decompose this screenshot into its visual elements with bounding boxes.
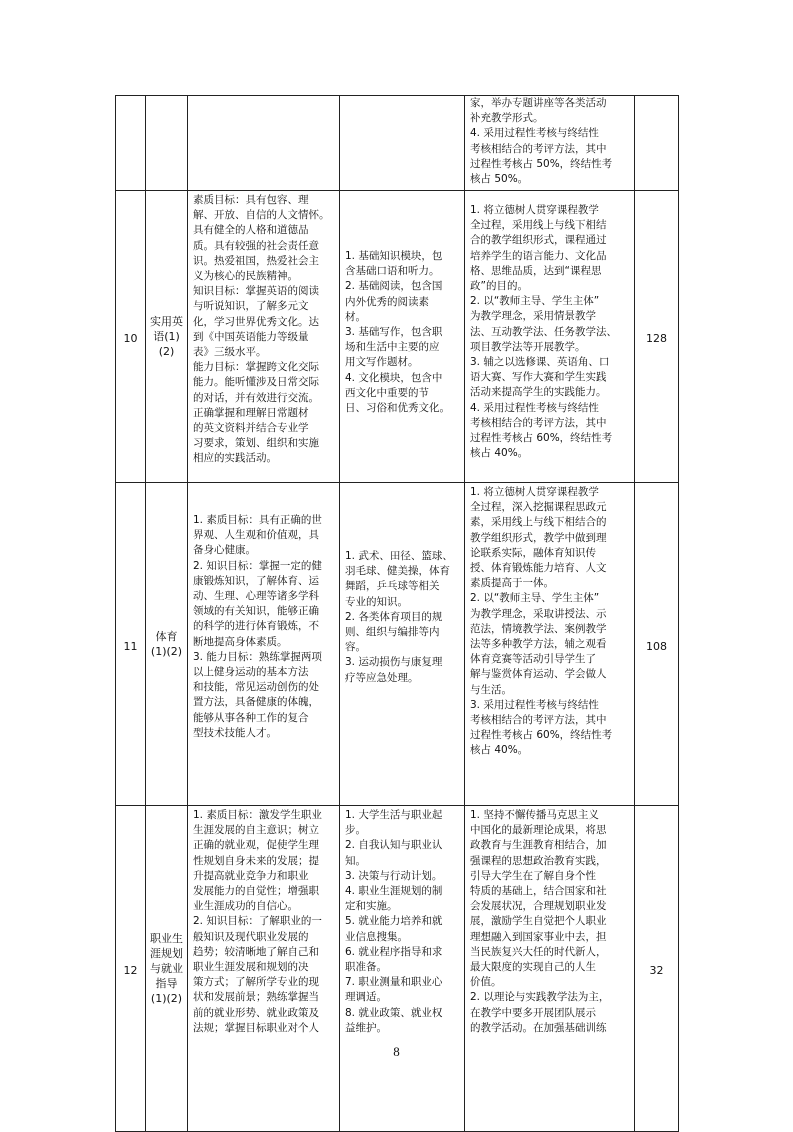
method-line: 语大赛、写作大赛和学生实践 (470, 371, 607, 384)
goal-line: 界观、人生观和价值观，具 (193, 529, 319, 542)
method-line: 理想融入到国家事业中去，担 (470, 930, 607, 943)
method-line: 展，激励学生自觉把个人职业 (470, 915, 607, 928)
content-line: 用文写作题材。 (345, 356, 419, 369)
course-name: 实用英语(1)(2) (150, 315, 183, 358)
course-goals-cell (188, 483, 340, 806)
method-line: 范法，情境教学法、案例教学 (470, 622, 607, 635)
method-line: 3. 辅之以选修课、英语角、口 (470, 356, 610, 369)
goal-line: 正确的就业观，促使学生理 (193, 839, 319, 852)
method-line: 素，采用线上与线下相结合的 (470, 516, 607, 529)
content-line: 材。 (345, 310, 366, 323)
goal-line: 的英文资料并结合专业学 (193, 422, 309, 435)
goal-line: 能力目标：掌握跨文化交际 (193, 361, 319, 374)
method-line: 素质提高于一体。 (470, 577, 554, 590)
table-row (116, 191, 679, 483)
course-content-cell (340, 191, 465, 483)
method-line: 核占 40%。 (470, 447, 529, 460)
goal-line: 相应的实践活动。 (193, 452, 277, 465)
goal-line: 习要求，策划、组织和实施 (193, 437, 319, 450)
content-line: 4. 文化模块，包含中 (345, 371, 443, 384)
method-line: 中国化的最新理论成果，将思 (470, 824, 607, 837)
content-line: 步。 (345, 824, 366, 837)
content-line: 3. 基础写作，包含职 (345, 326, 443, 339)
method-line: 教学组织形式，教学中做到理 (470, 531, 607, 544)
method-line: 在教学中要多开展团队展示 (470, 1006, 596, 1019)
method-line: 法等多种教学方法，辅之观看 (470, 638, 607, 651)
goal-line: 的对话，并有效进行交流。 (193, 391, 319, 404)
teaching-method-cell (465, 806, 635, 1132)
course-goals-cell (188, 96, 340, 191)
goal-line: 到《中国英语能力等级量 (193, 330, 309, 343)
method-line: 全过程，采用线上与线下相结 (470, 219, 607, 232)
goal-line: 化，学习世界优秀文化。达 (193, 315, 319, 328)
content-line: 容。 (345, 641, 366, 654)
goal-line: 前的就业形势、就业政策及 (193, 1006, 319, 1019)
goal-line: 业生涯成功的自信心。 (193, 900, 298, 913)
method-line: 法、互动教学法、任务教学法、 (470, 325, 617, 338)
content-line: 羽毛球、健美操，体育 (345, 565, 450, 578)
goal-line: 能力。能听懂涉及日常交际 (193, 376, 319, 389)
course-goals-cell (188, 806, 340, 1132)
course-number: 11 (123, 639, 138, 653)
goal-line: 发展能力的自觉性；增强职 (193, 885, 319, 898)
goal-line: 领域的有关知识，能够正确 (193, 605, 319, 618)
content-line: 专业的知识。 (345, 595, 408, 608)
method-line: 1. 将立德树人贯穿课程教学 (470, 204, 599, 216)
goal-line: 以上健身运动的基本方法 (193, 666, 309, 679)
course-hours: 32 (649, 964, 664, 977)
content-line: 5. 就业能力培养和就 (345, 915, 443, 928)
method-line: 家，举办专题讲座等各类活动 (470, 97, 607, 109)
goal-line: 1. 素质目标：激发学生职业 (193, 809, 322, 821)
course-content-cell (340, 806, 465, 1132)
content-line: 理调适。 (345, 991, 387, 1004)
method-line: 1. 坚持不懈传播马克思主义 (470, 809, 599, 821)
course-number-cell (116, 806, 146, 1132)
content-line: 内外优秀的阅读素 (345, 295, 429, 308)
method-line: 活动来提高学生的实践能力。 (470, 386, 607, 399)
hours-cell (635, 806, 679, 1132)
content-line: 益维护。 (345, 1021, 387, 1034)
content-line: 业信息搜集。 (345, 930, 408, 943)
method-line: 价值。 (470, 976, 502, 989)
course-hours: 108 (646, 639, 667, 653)
method-line: 3. 采用过程性考核与终结性 (470, 698, 599, 711)
method-line: 强课程的思想政治教育实践， (470, 854, 607, 867)
content-line: 1. 武术、田径、篮球、 (345, 550, 453, 562)
course-name-cell (146, 483, 188, 806)
goal-line: 3. 能力目标：熟练掌握两项 (193, 650, 322, 663)
goal-line: 和技能，常见运动创伤的处 (193, 681, 319, 694)
course-hours: 128 (646, 332, 667, 345)
table-row (116, 483, 679, 806)
course-number-cell (116, 483, 146, 806)
goal-line: 解、开放、自信的人文情怀。 (193, 209, 330, 222)
goal-line: 知识目标：掌握英语的阅读 (193, 285, 319, 298)
content-line: 知。 (345, 854, 366, 867)
course-name: 体育(1)(2) (150, 630, 183, 658)
method-line: 的教学活动。在加强基础训练 (470, 1021, 607, 1034)
content-line: 场和生活中主要的应 (345, 341, 440, 354)
content-line: 3. 决策与行动计划。 (345, 869, 443, 882)
method-line: 2. 以理论与实践教学法为主， (470, 991, 610, 1004)
goal-line: 2. 知识目标：掌握一定的健 (193, 559, 322, 572)
teaching-method-cell (465, 483, 635, 806)
method-line: 格、思维品质，达到“课程思 (470, 264, 602, 277)
method-line: 解与鉴赏体育运动、学会做人 (470, 668, 607, 681)
hours-cell (635, 191, 679, 483)
goal-line: 职业生涯发展和规划的决 (193, 961, 309, 974)
method-line: 体育竞赛等活动引导学生了 (470, 653, 596, 666)
method-line: 4. 采用过程性考核与终结性 (470, 401, 599, 414)
goal-line: 策方式；了解所学专业的现 (193, 976, 319, 989)
method-line: 最大限度的实现自己的人生 (470, 961, 596, 974)
goal-line: 表》三级水平。 (193, 346, 267, 359)
method-line: 4. 采用过程性考核与终结性 (470, 127, 599, 140)
goal-line: 断地提高身体素质。 (193, 635, 288, 648)
method-line: 2. 以“教师主导、学生主体” (470, 592, 600, 605)
content-line: 舞蹈，乒乓球等相关 (345, 580, 440, 593)
goal-line: 与听说知识，了解多元文 (193, 300, 309, 313)
teaching-method-cell (465, 96, 635, 191)
method-line: 政”的目的。 (470, 280, 528, 293)
course-name-cell (146, 806, 188, 1132)
method-line: 特质的基础上，结合国家和社 (470, 885, 607, 898)
goal-line: 具有健全的人格和道德品 (193, 224, 309, 237)
method-line: 2. 以“教师主导、学生主体” (470, 295, 600, 308)
page-number: 8 (393, 1044, 400, 1059)
method-line: 过程性考核占 60%，终结性考 (470, 729, 613, 742)
method-line: 过程性考核占 50%，终结性考 (470, 157, 613, 170)
goal-line: 置方法，具备健康的体魄， (193, 696, 319, 709)
hours-cell (635, 483, 679, 806)
content-line: 含基础口语和听力。 (345, 265, 440, 278)
method-line: 论联系实际，融体育知识传 (470, 546, 596, 559)
method-line: 为教学理念，采用情景教学 (470, 310, 596, 323)
method-line: 会发展状况，合理规划职业发 (470, 900, 607, 913)
goal-line: 识。热爱祖国，热爱社会主 (193, 254, 319, 267)
goal-line: 素质目标：具有包容、理 (193, 194, 309, 206)
course-number-cell (116, 96, 146, 191)
course-content-cell (340, 96, 465, 191)
content-line: 1. 大学生活与职业起 (345, 809, 443, 821)
course-number-cell (116, 191, 146, 483)
method-line: 为教学理念，采取讲授法、示 (470, 607, 607, 620)
goal-line: 法规；掌握目标职业对个人 (193, 1021, 319, 1034)
goal-line: 动、生理、心理等诸多学科 (193, 590, 319, 603)
course-goals-cell (188, 191, 340, 483)
course-number: 12 (123, 964, 138, 977)
goal-line: 升提高就业竞争力和职业 (193, 869, 309, 882)
method-line: 1. 将立德树人贯穿课程教学 (470, 486, 599, 498)
goal-line: 般知识及现代职业发展的 (193, 930, 309, 943)
teaching-method-cell (465, 191, 635, 483)
content-line: 则、组织与编排等内 (345, 626, 440, 639)
goal-line: 2. 知识目标：了解职业的一 (193, 915, 322, 928)
content-line: 定和实施。 (345, 900, 398, 913)
table-row (116, 806, 679, 1132)
goal-line: 状和发展前景；熟练掌握当 (193, 991, 319, 1004)
method-line: 全过程，深入挖掘课程思政元 (470, 501, 607, 514)
goal-line: 的科学的进行体育锻炼，不 (193, 620, 319, 633)
content-line: 职准备。 (345, 961, 387, 974)
method-line: 核占 40%。 (470, 744, 529, 757)
method-line: 引导大学生在了解自身个性 (470, 869, 596, 882)
course-name-cell (146, 96, 188, 191)
method-line: 核占 50%。 (470, 173, 529, 186)
content-line: 6. 就业程序指导和求 (345, 945, 443, 958)
method-line: 考核相结合的考评方法，其中 (470, 416, 607, 429)
course-content-cell (340, 483, 465, 806)
method-line: 合的教学组织形式，课程通过 (470, 234, 607, 247)
curriculum-table (115, 95, 679, 1132)
goal-line: 性规划自身未来的发展；提 (193, 854, 319, 867)
course-name-cell (146, 191, 188, 483)
hours-cell (635, 96, 679, 191)
content-line: 西文化中重要的节 (345, 386, 429, 399)
method-line: 过程性考核占 60%，终结性考 (470, 432, 613, 445)
goal-line: 正确掌握和理解日常题材 (193, 406, 309, 419)
goal-line: 生涯发展的自主意识；树立 (193, 824, 319, 837)
method-line: 授、体育锻炼能力培育、人文 (470, 562, 607, 575)
goal-line: 1. 素质目标：具有正确的世 (193, 514, 322, 526)
course-name: 职业生涯规划与就业指导(1)(2) (150, 932, 183, 1005)
method-line: 考核相结合的考评方法，其中 (470, 142, 607, 155)
content-line: 7. 职业测量和职业心 (345, 976, 443, 989)
content-line: 8. 就业政策、就业权 (345, 1006, 443, 1019)
content-line: 3. 运动损伤与康复理 (345, 656, 443, 669)
goal-line: 康锻炼知识，了解体育、运 (193, 574, 319, 587)
content-line: 日、习俗和优秀文化。 (345, 402, 450, 415)
method-line: 与生活。 (470, 683, 512, 696)
content-line: 2. 基础阅读，包含国 (345, 280, 443, 293)
goal-line: 型技术技能人才。 (193, 726, 277, 739)
method-line: 补充教学形式。 (470, 112, 544, 125)
goal-line: 质。具有较强的社会责任意 (193, 239, 319, 252)
content-line: 2. 各类体育项目的规 (345, 610, 443, 623)
method-line: 考核相结合的考评方法，其中 (470, 714, 607, 727)
course-number: 10 (123, 332, 138, 345)
goal-line: 能够从事各种工作的复合 (193, 711, 309, 724)
content-line: 1. 基础知识模块，包 (345, 250, 443, 262)
goal-line: 趋势；较清晰地了解自己和 (193, 945, 319, 958)
table-row (116, 96, 679, 191)
method-line: 当民族复兴大任的时代新人， (470, 945, 607, 958)
content-line: 4. 职业生涯规划的制 (345, 885, 443, 898)
method-line: 政教育与生涯教育相结合，加 (470, 839, 607, 852)
content-line: 疗等应急处理。 (345, 671, 419, 684)
method-line: 项目教学法等开展教学。 (470, 340, 586, 353)
goal-line: 义为核心的民族精神。 (193, 270, 298, 283)
content-line: 2. 自我认知与职业认 (345, 839, 443, 852)
method-line: 培养学生的语言能力、文化品 (470, 249, 607, 262)
goal-line: 备身心健康。 (193, 544, 256, 557)
